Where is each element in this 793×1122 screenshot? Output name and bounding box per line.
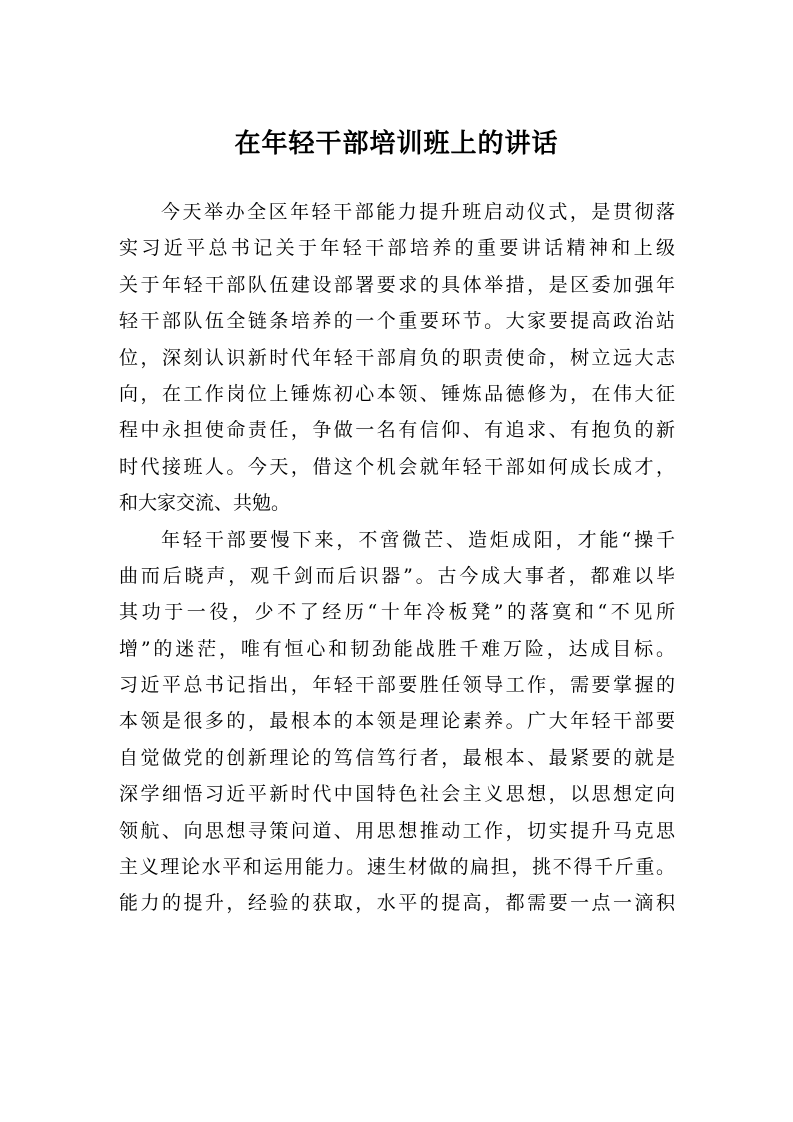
- paragraph-line: 关于年轻干部队伍建设部署要求的具体举措，是区委加强年: [119, 273, 675, 296]
- paragraph-line: 主义理论水平和运用能力。速生材做的扁担，挑不得千斤重。: [119, 856, 675, 879]
- document-title: 在年轻干部培训班上的讲话: [234, 129, 559, 159]
- paragraph-line: 本领是很多的，最根本的本领是理论素养。广大年轻干部要: [119, 710, 675, 733]
- paragraph-line: 领航、向思想寻策问道、用思想推动工作，切实提升马克思: [119, 819, 675, 842]
- paragraph-line: 轻干部队伍全链条培养的一个重要环节。大家要提高政治站: [119, 310, 675, 333]
- paragraph-line: 实习近平总书记关于年轻干部培养的重要讲话精神和上级: [119, 237, 675, 260]
- paragraph-line: 和大家交流、共勉。: [119, 492, 291, 515]
- paragraph-line: 曲而后晓声，观千剑而后识器”。古今成大事者，都难以毕: [119, 564, 675, 587]
- paragraph-line: 年轻干部要慢下来，不啻微芒、造炬成阳，才能“操千: [161, 528, 675, 551]
- paragraph-line: 其功于一役，少不了经历“十年冷板凳”的落寞和“不见所: [119, 601, 675, 624]
- paragraph-line: 今天举办全区年轻干部能力提升班启动仪式，是贯彻落: [161, 201, 675, 223]
- paragraph-line: 程中永担使命责任，争做一名有信仰、有追求、有抱负的新: [119, 419, 675, 442]
- paragraph-line: 增”的迷茫，唯有恒心和韧劲能战胜千难万险，达成目标。: [119, 637, 675, 660]
- paragraph-line: 向，在工作岗位上锤炼初心本领、锤炼品德修为，在伟大征: [119, 382, 675, 405]
- paragraph-line: 习近平总书记指出，年轻干部要胜任领导工作，需要掌握的: [119, 674, 675, 697]
- paragraph-1: [119, 194, 675, 522]
- document-body: [119, 194, 675, 922]
- paragraph-line: 深学细悟习近平新时代中国特色社会主义思想，以思想定向: [119, 783, 675, 806]
- paragraph-line: 能力的提升，经验的获取，水平的提高，都需要一点一滴积: [119, 892, 675, 915]
- paragraph-line: 位，深刻认识新时代年轻干部肩负的职责使命，树立远大志: [119, 346, 675, 369]
- paragraph-line: 时代接班人。今天，借这个机会就年轻干部如何成长成才，: [119, 455, 675, 478]
- paragraph-2: [119, 522, 675, 922]
- paragraph-line: 自觉做党的创新理论的笃信笃行者，最根本、最紧要的就是: [119, 746, 675, 769]
